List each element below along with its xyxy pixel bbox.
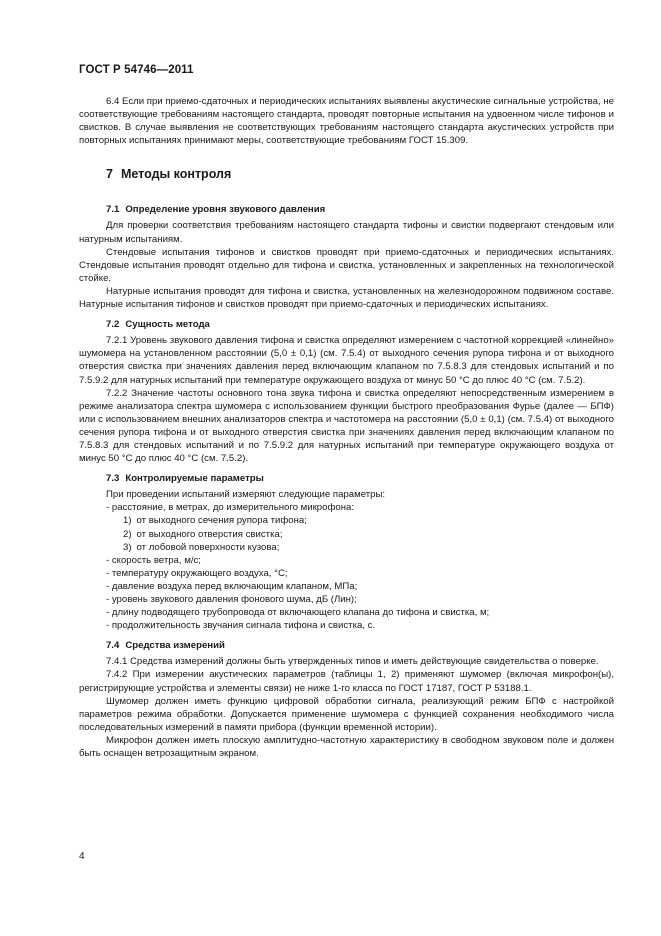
- sub-list-item: 3) от лобовой поверхности кузова;: [123, 541, 280, 553]
- list-item: - давление воздуха перед включающим клапаном, МПа;: [106, 580, 358, 592]
- paragraph: Шумомер должен иметь функцию цифровой обработки сигнала, реализующий режим БПФ с настройкой параметров режима обработки. Допускается применение шумомера с функцией сохранения необходимого числа последовательных измерений в памяти прибора (функции временной истории).: [79, 695, 614, 733]
- list-item: - длину подводящего трубопровода от включающего клапана до тифона и свистка, м;: [106, 607, 490, 619]
- section-number: 7: [106, 167, 113, 182]
- list-item: - расстояние, в метрах, до измерительного микрофона:: [106, 502, 354, 514]
- paragraph: Натурные испытания проводят для тифона и свистка, установленных на железнодорожном подвижном составе. Натурные испытания тифонов и свистков проводят при приемо-сдаточных и периодических испытаниях.: [79, 285, 614, 311]
- paragraph-7-4-2: 7.4.2 При измерении акустических параметров (таблицы 1, 2) применяют шумомер (включая микрофон(ы), регистрирующие устройства и элементы связи) не ниже 1-го класса по ГОСТ 17187, ГОСТ Р 53188.1.: [79, 669, 614, 694]
- paragraph-7-4-1: 7.4.1 Средства измерений должны быть утвержденных типов и иметь действующие свидетельства о поверке.: [106, 656, 599, 668]
- subsection-number: 7.2: [106, 319, 120, 331]
- paragraph: Стендовые испытания тифонов и свистков проводят при приемо-сдаточных и периодических испытаниях. Стендовые испытания проводят отдельно для тифона и свистка, установленных и закрепленных на технологической стойке.: [79, 246, 614, 284]
- list-intro: При проведении испытаний измеряют следующие параметры:: [106, 489, 386, 501]
- subsection-7-1-heading: [79, 203, 614, 216]
- subsection-title: Контролируемые параметры: [125, 473, 264, 485]
- sub-list-item: 2) от выходного отверстия свистка;: [123, 528, 283, 540]
- subsection-7-3-heading: [79, 472, 614, 485]
- paragraph-6-4: 6.4 Если при приемо-сдаточных и периодических испытаниях выявлены акустические сигнальные устройства, не соответствующие требованиям настоящего стандарта, проводят повторные испытания на удвоенном числе тифонов и свистков. В случае выявления не соответствующих требованиям настоящего стандарта акустических устройств при повторных испытаниях принимают меры, соответствующие требованиям ГОСТ 15.309.: [79, 96, 614, 147]
- document-header: ГОСТ Р 54746—2011: [79, 64, 194, 76]
- subsection-7-2-heading: [79, 318, 614, 331]
- page-number: 4: [79, 851, 85, 862]
- subsection-number: 7.4: [106, 640, 120, 652]
- subsection-7-4-heading: [79, 639, 614, 652]
- list-item: - продолжительность звучания сигнала тифона и свистка, с.: [106, 620, 376, 632]
- paragraph: Для проверки соответствия требованиям настоящего стандарта тифоны и свистки подвергают стендовым или натурным испытаниям.: [79, 220, 614, 245]
- list-item: - скорость ветра, м/с;: [106, 554, 201, 566]
- paragraph: Микрофон должен иметь плоскую амплитудно-частотную характеристику в свободном звуковом поле и должен быть оснащен ветрозащитным экраном.: [79, 734, 614, 760]
- subsection-number: 7.1: [106, 204, 120, 216]
- subsection-title: Сущность метода: [125, 319, 210, 331]
- section-title: Методы контроля: [120, 167, 232, 182]
- list-item: - температуру окружающего воздуха, °С;: [106, 567, 288, 579]
- list-item: - уровень звукового давления фонового шума, дБ (Лин);: [106, 594, 357, 605]
- paragraph-7-2-2: 7.2.2 Значение частоты основного тона звука тифона и свистка определяют непосредственным измерением в режиме анализатора спектра шумомера с использованием функции быстрого преобразования Фурье (далее — БПФ) или с использованием внешних анализаторов спектра и частотомера на расстоянии (5,0 ± 0,1) (см. 7.5.4) от выходного сечения рупора тифона и от выходного отверстия свистка при значениях давления перед включающим клапаном по 7.5.8.3 для стендовых испытаний и по 7.5.9.2 для натурных испытаний при температуре окружающего воздуха от минус 50 °С до плюс 40 °С (см. 7.5.2).: [79, 387, 614, 465]
- section-7-heading: [79, 167, 614, 182]
- sub-list-item: 1) от выходного сечения рупора тифона;: [123, 515, 307, 527]
- subsection-number: 7.3: [106, 473, 120, 485]
- paragraph-7-2-1: 7.2.1 Уровень звукового давления тифона и свистка определяют измерением с частотной коррекцией «линейно» шумомера на установленном расстоянии (5,0 ± 0,1) (см. 7.5.4) от выходного сечения рупора тифона и от выходного отверстия свистка при значениях давления перед включающим клапаном по 7.5.8.3 для стендовых испытаний и по 7.5.9.2 для натурных испытаний при температуре окружающего воздуха от минус 50 °С до плюс 40 °С (см. 7.5.2).: [79, 335, 614, 386]
- subsection-title: Определение уровня звукового давления: [125, 204, 326, 216]
- subsection-title: Средства измерений: [125, 640, 225, 652]
- document-body: [79, 95, 614, 760]
